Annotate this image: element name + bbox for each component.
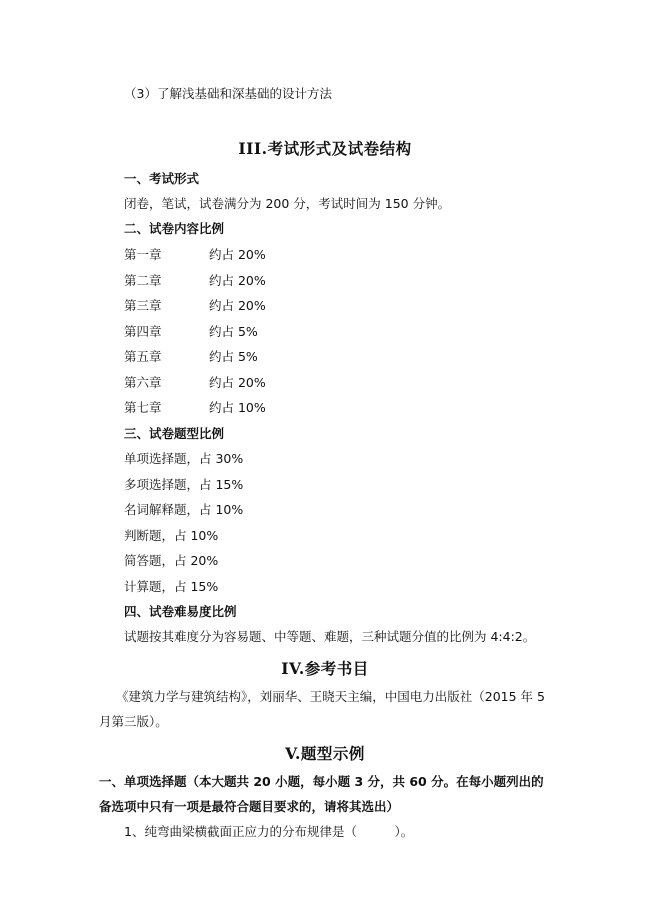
list-item: 名词解释题，占 10% [124, 502, 244, 517]
chapter-name: 第四章 [124, 324, 162, 339]
chapter-percent: 约占 20% [209, 298, 266, 313]
type-ratio-heading: 三、试卷题型比例 [124, 426, 225, 441]
difficulty-heading: 四、试卷难易度比例 [124, 604, 237, 619]
chapter-name: 第一章 [124, 247, 162, 262]
chapter-percent: 约占 10% [209, 400, 266, 415]
intro-item: （3）了解浅基础和深基础的设计方法 [124, 86, 332, 101]
chapter-name: 第三章 [124, 298, 162, 313]
chapter-name: 第六章 [124, 375, 162, 390]
chapter-percent: 约占 20% [209, 273, 266, 288]
exam-form-text: 闭卷，笔试，试卷满分为 200 分，考试时间为 150 分钟。 [124, 196, 451, 211]
list-item: 单项选择题，占 30% [124, 451, 244, 466]
chapter-percent: 约占 20% [209, 247, 266, 262]
chapter-percent: 约占 5% [209, 349, 258, 364]
reference-line-1: 《建筑力学与建筑结构》，刘丽华、王晓天主编，中国电力出版社（2015 年 5 [116, 689, 545, 704]
chapter-name: 第七章 [124, 400, 162, 415]
list-item: 判断题，占 10% [124, 528, 219, 543]
section-4-title: IV.参考书目 [281, 659, 369, 678]
list-item: 多项选择题，占 15% [124, 477, 244, 492]
chapter-percent: 约占 5% [209, 324, 258, 339]
list-item: 简答题，占 20% [124, 553, 219, 568]
chapter-name: 第二章 [124, 273, 162, 288]
chapter-name: 第五章 [124, 349, 162, 364]
exam-form-heading: 一、考试形式 [124, 171, 200, 186]
content-ratio-heading: 二、试卷内容比例 [124, 221, 225, 236]
section-5-title: V.题型示例 [285, 744, 365, 763]
reference-line-2: 月第三版）。 [99, 714, 168, 729]
difficulty-text: 试题按其难度分为容易题、中等题、难题，三种试题分值的比例为 4:4:2。 [124, 629, 536, 644]
question-group-heading-line-2: 备选项中只有一项是最符合题目要求的，请将其选出） [99, 799, 400, 814]
section-3-title: III.考试形式及试卷结构 [238, 139, 412, 158]
question-group-heading-line-1: 一、单项选择题（本大题共 20 小题，每小题 3 分，共 60 分。在每小题列出的 [99, 774, 544, 789]
list-item: 计算题，占 15% [124, 579, 219, 594]
question-1: 1、纯弯曲梁横截面正应力的分布规律是（ ）。 [124, 824, 414, 839]
chapter-percent: 约占 20% [209, 375, 266, 390]
